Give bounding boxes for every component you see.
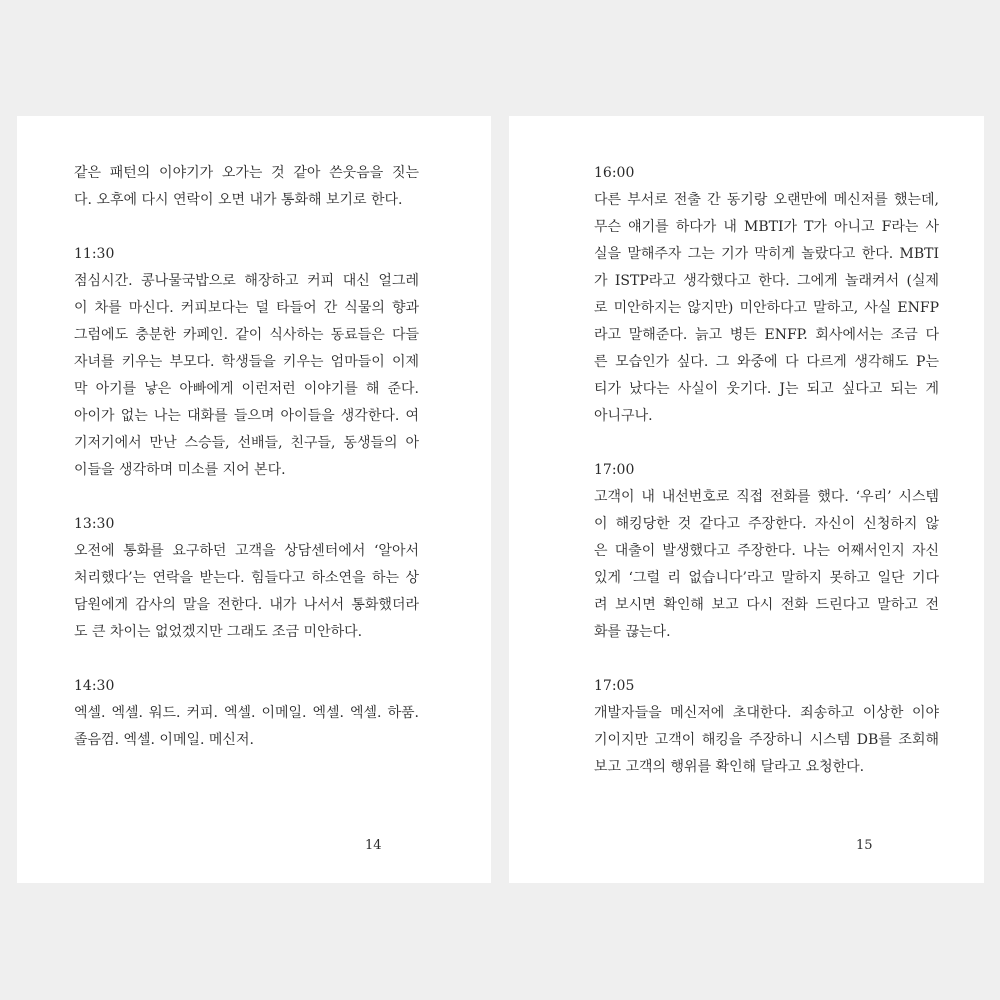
text-line: 막 아기를 낳은 아빠에게 이런저런 이야기를 해 준다. (74, 381, 419, 397)
right-page (509, 116, 984, 883)
text-line: 무슨 얘기를 하다가 내 MBTI가 T가 아니고 F라는 사 (594, 219, 939, 235)
text-line: 같은 패턴의 이야기가 오가는 것 같아 쓴웃음을 짓는 (74, 165, 419, 181)
text-line: 기이지만 고객이 해킹을 주장하니 시스템 DB를 조회해 (594, 732, 939, 748)
text-line: 기저기에서 만난 스승들, 선배들, 친구들, 동생들의 아 (74, 435, 419, 451)
page-number: 15 (856, 838, 873, 853)
text-line: 다. 오후에 다시 연락이 오면 내가 통화해 보기로 한다. (74, 192, 403, 208)
page-number: 14 (365, 838, 382, 853)
text-line: 라고 말해준다. 늙고 병든 ENFP. 회사에서는 조금 다 (594, 327, 939, 343)
left-page-text (74, 160, 419, 754)
diary-entry (74, 511, 419, 646)
text-line: 도 큰 차이는 없었겠지만 그래도 조금 미안하다. (74, 624, 363, 640)
left-page (17, 116, 491, 883)
text-line: 점심시간. 콩나물국밥으로 해장하고 커피 대신 얼그레 (74, 273, 419, 289)
text-line: 이 해킹당한 것 같다고 주장한다. 자신이 신청하지 않 (594, 516, 939, 532)
entry-time: 13:30 (74, 516, 115, 532)
right-page-text (594, 160, 939, 781)
text-line: 고객이 내 내선번호로 직접 전화를 했다. ‘우리’ 시스템 (594, 489, 939, 505)
text-line: 개발자들을 메신저에 초대한다. 죄송하고 이상한 이야 (594, 705, 939, 721)
diary-entry (594, 673, 939, 781)
entry-time: 14:30 (74, 678, 115, 694)
text-line: 있게 ‘그럴 리 없습니다’라고 말하지 못하고 일단 기다 (594, 570, 939, 586)
diary-entry (594, 160, 939, 430)
text-line: 화를 끊는다. (594, 624, 671, 640)
text-line: 보고 고객의 행위를 확인해 달라고 요청한다. (594, 759, 865, 775)
diary-entry (74, 160, 419, 214)
entry-time: 16:00 (594, 165, 635, 181)
diary-entry (74, 673, 419, 754)
text-line: 은 대출이 발생했다고 주장한다. 나는 어째서인지 자신 (594, 543, 939, 559)
entry-time: 11:30 (74, 246, 115, 262)
text-line: 려 보시면 확인해 보고 다시 전화 드린다고 말하고 전 (594, 597, 939, 613)
text-line: 른 모습인가 싶다. 그 와중에 다 다르게 생각해도 P는 (594, 354, 939, 370)
text-line: 그럼에도 충분한 카페인. 같이 식사하는 동료들은 다들 (74, 327, 419, 343)
entry-time: 17:00 (594, 462, 635, 478)
diary-entry (594, 457, 939, 646)
text-line: 담원에게 감사의 말을 전한다. 내가 나서서 통화했더라 (74, 597, 419, 613)
text-line: 로 미안하지는 않지만) 미안하다고 말하고, 사실 ENFP (594, 300, 939, 316)
text-line: 처리했다’는 연락을 받는다. 힘들다고 하소연을 하는 상 (74, 570, 419, 586)
text-line: 티가 났다는 사실이 웃기다. J는 되고 싶다고 되는 게 (594, 381, 939, 397)
text-line: 이 차를 마신다. 커피보다는 덜 타들어 간 식물의 향과 (74, 300, 419, 316)
diary-entry (74, 241, 419, 484)
text-line: 졸음껌. 엑셀. 이메일. 메신저. (74, 732, 254, 748)
text-line: 오전에 통화를 요구하던 고객을 상담센터에서 ‘알아서 (74, 543, 419, 559)
text-line: 자녀를 키우는 부모다. 학생들을 키우는 엄마들이 이제 (74, 354, 419, 370)
text-line: 엑셀. 엑셀. 워드. 커피. 엑셀. 이메일. 엑셀. 엑셀. 하품. (74, 705, 419, 721)
text-line: 아이가 없는 나는 대화를 들으며 아이들을 생각한다. 여 (74, 408, 419, 424)
text-line: 가 ISTP라고 생각했다고 한다. 그에게 놀래켜서 (실제 (594, 273, 939, 289)
text-line: 다른 부서로 전출 간 동기랑 오랜만에 메신저를 했는데, (594, 192, 939, 208)
text-line: 실을 말해주자 그는 기가 막히게 놀랐다고 한다. MBTI (594, 246, 939, 262)
entry-time: 17:05 (594, 678, 635, 694)
text-line: 아니구나. (594, 408, 653, 424)
text-line: 이들을 생각하며 미소를 지어 본다. (74, 462, 286, 478)
